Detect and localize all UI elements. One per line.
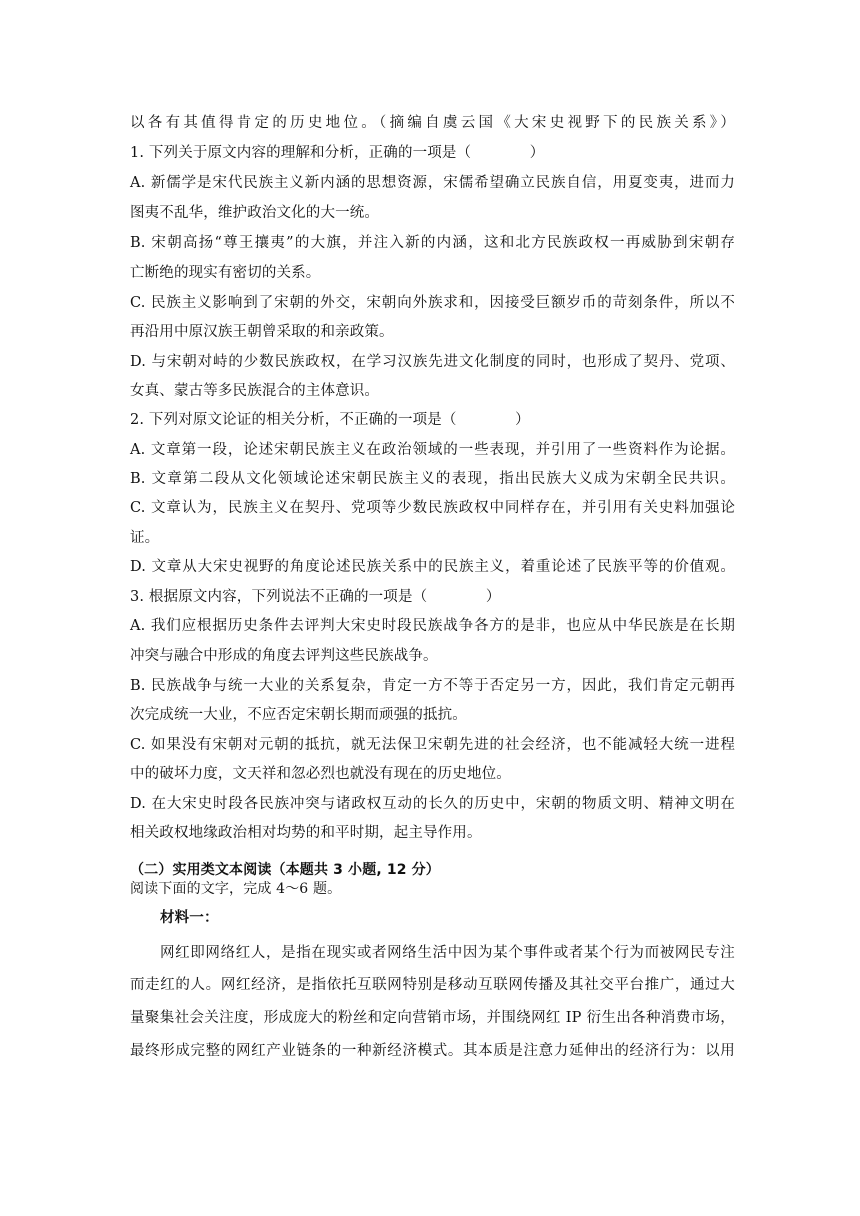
q1-option-b-line2: 亡断绝的现实有密切的关系。 xyxy=(130,265,321,281)
q2-option-d: D. 文章从大宋史视野的角度论述民族关系中的民族主义，着重论述了民族平等的价值观。 xyxy=(130,559,735,575)
q2-option-c-line1: C. 文章认为，民族主义在契丹、党项等少数民族政权中同样存在，并引用有关史料加强论 xyxy=(130,500,735,516)
material-1-para-line2: 而走红的人。网红经济，是指依托互联网特别是移动互联网传播及其社交平台推广，通过大 xyxy=(130,977,735,993)
intro-tail-line: 以各有其值得肯定的历史地位。（摘编自虞云国《大宋史视野下的民族关系》） xyxy=(130,115,735,131)
q3-option-c-line2: 中的破坏力度，文天祥和忽必烈也就没有现在的历史地位。 xyxy=(130,766,511,782)
q3-option-b-line2: 次完成统一大业，不应否定宋朝长期而顽强的抵抗。 xyxy=(130,707,467,723)
question-2-stem: 2. 下列对原文论证的相关分析，不正确的一项是（ ） xyxy=(130,412,530,428)
q3-option-b-line1: B. 民族战争与统一大业的关系复杂，肯定一方不等于否定另一方，因此，我们肯定元朝再 xyxy=(130,678,735,694)
material-1-label: 材料一： xyxy=(160,909,219,926)
q2-option-b: B. 文章第二段从文化领域论述宋朝民族主义的表现，指出民族大义成为宋朝全民共识。 xyxy=(130,471,735,487)
q3-option-d-line1: D. 在大宋史时段各民族冲突与诸政权互动的长久的历史中，宋朝的物质文明、精神文明在 xyxy=(130,796,735,812)
q1-option-d-line2: 女真、蒙古等多民族混合的主体意识。 xyxy=(130,383,380,399)
question-1-stem: 1. 下列关于原文内容的理解和分析，正确的一项是（ ） xyxy=(130,145,545,161)
q1-option-a-line1: A. 新儒学是宋代民族主义新内涵的思想资源，宋儒希望确立民族自信，用夏变夷，进而力 xyxy=(130,175,735,191)
q3-option-c-line1: C. 如果没有宋朝对元朝的抵抗，就无法保卫宋朝先进的社会经济，也不能减轻大统一进程 xyxy=(130,737,735,753)
q1-option-a-line2: 图夷不乱华，维护政治文化的大一统。 xyxy=(130,205,380,221)
material-1-para-line1: 网红即网络红人，是指在现实或者网络生活中因为某个事件或者某个行为而被网民专注 xyxy=(160,945,735,961)
q1-option-c-line2: 再沿用中原汉族王朝曾采取的和亲政策。 xyxy=(130,324,394,340)
section-2-heading: （二）实用类文本阅读（本题共 3 小题, 12 分） xyxy=(130,862,440,878)
q1-option-d-line1: D. 与宋朝对峙的少数民族政权，在学习汉族先进文化制度的同时，也形成了契丹、党项、 xyxy=(130,354,735,370)
material-1-para-line4: 最终形成完整的网红产业链条的一种新经济模式。其本质是注意力延伸出的经济行为：以用 xyxy=(130,1043,735,1059)
q3-option-d-line2: 相关政权地缘政治相对均势的和平时期，起主导作用。 xyxy=(130,825,482,841)
section-2-instruction: 阅读下面的文字，完成 4～6 题。 xyxy=(130,881,342,897)
q2-option-c-line2: 证。 xyxy=(130,530,160,546)
q2-option-a: A. 文章第一段，论述宋朝民族主义在政治领域的一些表现，并引用了一些资料作为论据。 xyxy=(130,442,735,458)
material-1-para-line3: 量聚集社会关注度，形成庞大的粉丝和定向营销市场，并围绕网红 IP 衍生出各种消费市场， xyxy=(130,1010,735,1026)
q1-option-c-line1: C. 民族主义影响到了宋朝的外交，宋朝向外族求和，因接受巨额岁币的苛刻条件，所以不 xyxy=(130,295,735,311)
q3-option-a-line2: 冲突与融合中形成的角度去评判这些民族战争。 xyxy=(130,648,438,664)
question-3-stem: 3. 根据原文内容，下列说法不正确的一项是（ ） xyxy=(130,589,501,605)
q3-option-a-line1: A. 我们应根据历史条件去评判大宋史时段民族战争各方的是非，也应从中华民族是在长期 xyxy=(130,618,735,634)
q1-option-b-line1: B. 宋朝高扬“尊王攘夷”的大旗，并注入新的内涵，这和北方民族政权一再威胁到宋朝存 xyxy=(130,235,735,251)
